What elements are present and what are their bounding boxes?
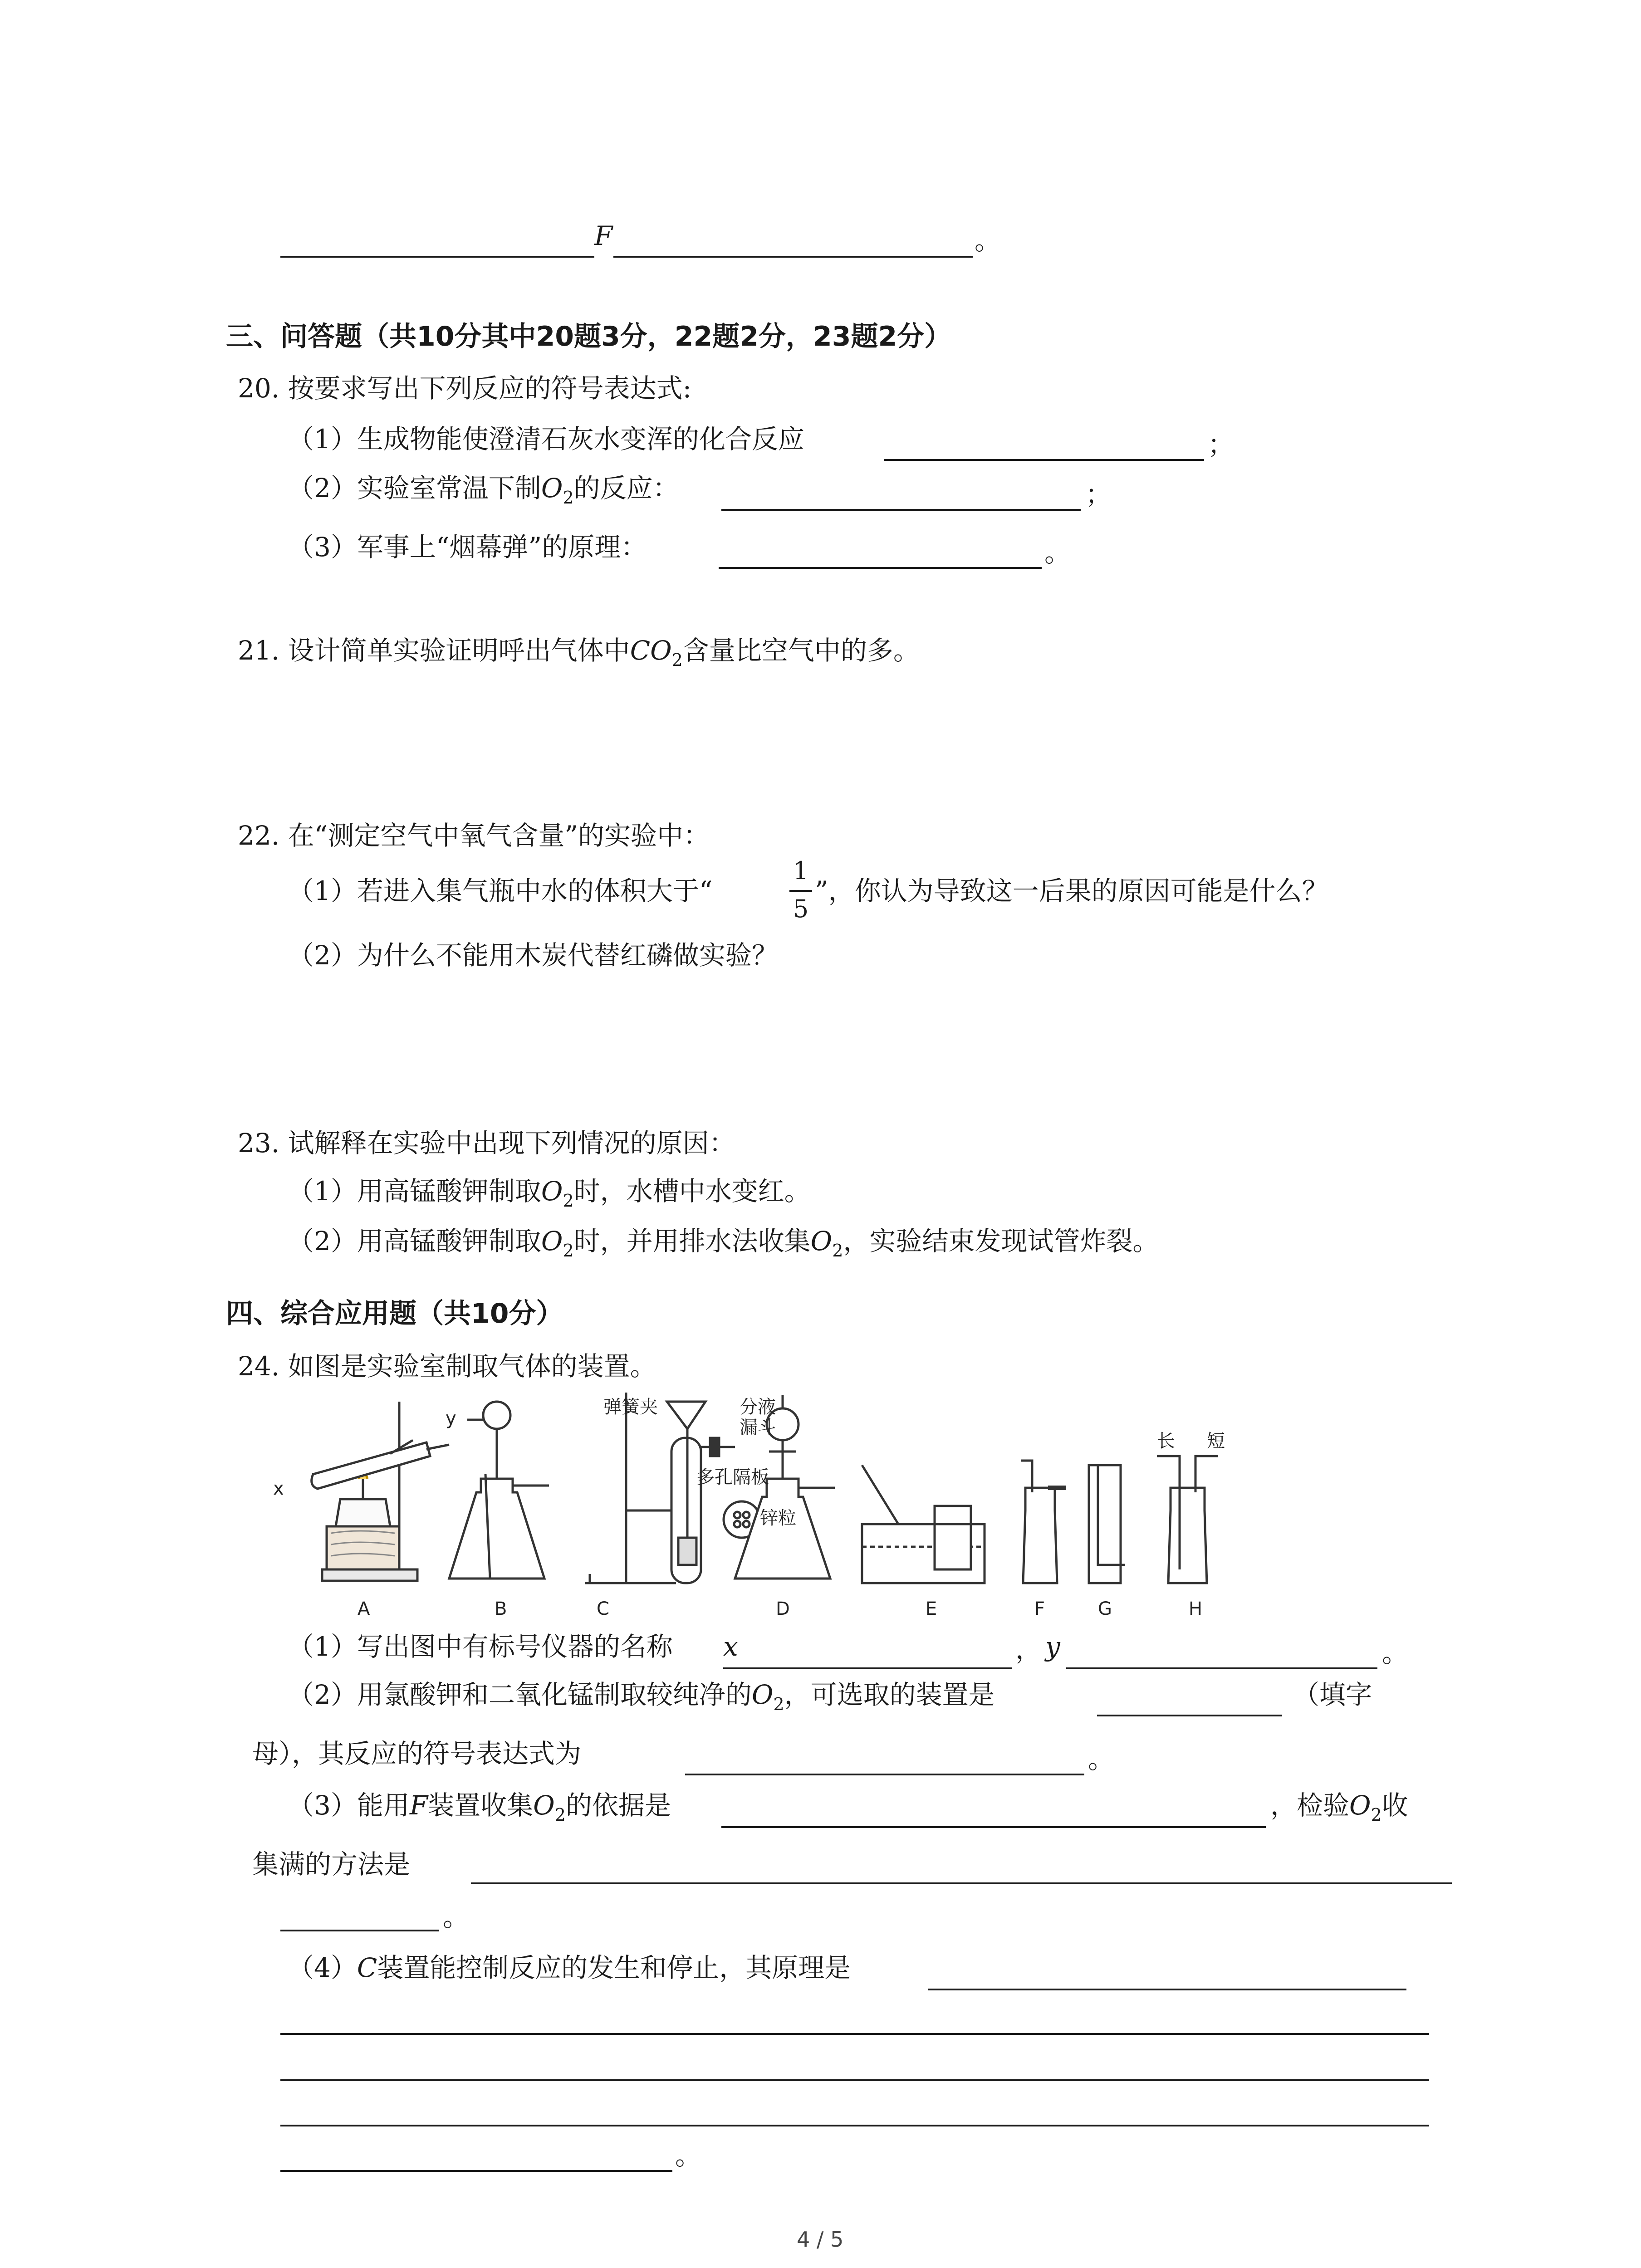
fraction-denominator: 5 (793, 894, 809, 923)
fraction-bar (789, 890, 812, 892)
answer-line[interactable] (471, 1882, 1452, 1884)
q21-text2: 含量比空气中的多。 (682, 635, 920, 666)
q24-part2-cont: 母），其反应的符号表达式为 (252, 1738, 582, 1769)
label-E: E (926, 1598, 937, 1619)
label-funnel-2: 漏斗 (740, 1417, 776, 1438)
q24-text5: 收 (1381, 1790, 1408, 1821)
period: 。 (1088, 1744, 1115, 1774)
page-number: 4 / 5 (797, 2227, 844, 2252)
subscript: 2 (1371, 1805, 1382, 1825)
q20-part1: （1）生成物能使澄清石灰水变浑的化合反应 (288, 424, 804, 455)
o2-symbol: O (541, 1226, 563, 1256)
q24-text2: 装置能控制反应的发生和停止，其原理是 (377, 1952, 851, 1983)
q20-part3: （3）军事上“烟幕弹”的原理： (288, 532, 647, 562)
label-F: F (409, 1790, 428, 1821)
q24-part2 (288, 1678, 995, 1721)
q20-part2 (288, 472, 679, 514)
q24-text: （2）用氯酸钾和二氧化锰制取较纯净的 (288, 1679, 752, 1710)
subscript: 2 (832, 1241, 843, 1261)
o2-symbol: O (541, 1176, 563, 1207)
apparatus-B (449, 1402, 549, 1579)
label-y: y (446, 1408, 456, 1429)
q20-part2-text: （2）实验室常温下制 (288, 473, 541, 503)
answer-line[interactable] (280, 2125, 1429, 2126)
label-long: 长 (1157, 1431, 1175, 1452)
apparatus-E (862, 1465, 985, 1583)
label-C: C (357, 1952, 377, 1983)
semicolon: ； (1208, 429, 1234, 460)
period: 。 (1044, 537, 1071, 568)
q24-text4: ，检验 (1270, 1790, 1350, 1821)
semicolon: ； (1085, 479, 1112, 510)
label-H: H (1189, 1598, 1203, 1619)
q23-text2: 时，并用排水法收集 (573, 1226, 811, 1256)
answer-line[interactable] (928, 1989, 1406, 1990)
co2-symbol: CO (630, 635, 672, 666)
question-24: 24. 如图是实验室制取气体的装置。 (238, 1351, 656, 1382)
q24-text3: 的依据是 (565, 1790, 671, 1821)
q23-text: （1）用高锰酸钾制取 (288, 1176, 541, 1207)
q23-part2 (288, 1225, 1159, 1267)
fraction-numerator: 1 (793, 856, 809, 885)
q22-part1-a: （1）若进入集气瓶中水的体积大于“ (288, 875, 713, 906)
apparatus-A (312, 1402, 449, 1581)
answer-line[interactable] (280, 2170, 672, 2172)
apparatus-H (1157, 1456, 1218, 1583)
q22-part2: （2）为什么不能用木炭代替红磷做实验？ (288, 940, 778, 971)
comma: ， (1015, 1634, 1042, 1665)
q20-part2-text2: 的反应： (573, 473, 679, 503)
q24-part3-b (1270, 1789, 1408, 1831)
q21-text: 21. 设计简单实验证明呼出气体中 (238, 635, 630, 666)
q24-part4 (288, 1951, 851, 1984)
o2-symbol: O (810, 1226, 833, 1256)
answer-line[interactable] (884, 459, 1204, 461)
q24-text: （3）能用 (288, 1790, 410, 1821)
period: 。 (443, 1901, 470, 1932)
answer-line[interactable] (613, 256, 973, 258)
q23-part1 (288, 1175, 811, 1217)
section-heading-3: 三、问答题（共10分其中20题3分，22题2分，23题2分） (226, 321, 952, 352)
q24-part3-cont: 集满的方法是 (252, 1849, 411, 1880)
q24-text2: 装置收集 (428, 1790, 534, 1821)
label-F: F (594, 220, 613, 251)
answer-line[interactable] (1066, 1667, 1377, 1669)
answer-line[interactable] (685, 1774, 1084, 1775)
question-21 (238, 634, 920, 676)
subscript: 2 (563, 1241, 574, 1261)
q23-text: （2）用高锰酸钾制取 (288, 1226, 541, 1256)
label-F: F (1034, 1598, 1045, 1619)
answer-line[interactable] (719, 567, 1042, 569)
subscript: 2 (671, 650, 683, 670)
label-B: B (495, 1598, 507, 1619)
label-y: y (1045, 1631, 1060, 1662)
o2-symbol: O (533, 1790, 555, 1821)
o2-symbol: O (751, 1679, 774, 1710)
subscript: 2 (563, 488, 574, 508)
label-zinc: 锌粒 (760, 1508, 796, 1529)
answer-line[interactable] (723, 1667, 1012, 1669)
label-C: C (597, 1598, 609, 1619)
label-clip: 弹簧夹 (603, 1397, 658, 1418)
answer-line[interactable] (280, 1930, 439, 1931)
apparatus-figure (273, 1388, 1275, 1624)
answer-line[interactable] (280, 256, 594, 258)
answer-line[interactable] (721, 1826, 1266, 1828)
question-22: 22. 在“测定空气中氧气含量”的实验中： (238, 820, 710, 851)
section-heading-4: 四、综合应用题（共10分） (226, 1298, 563, 1330)
q23-text2: 时，水槽中水变红。 (573, 1176, 811, 1207)
q22-part1-b: ”，你认为导致这一后果的原因可能是什么？ (815, 875, 1328, 906)
subscript: 2 (563, 1191, 574, 1211)
label-D: D (776, 1598, 790, 1619)
o2-symbol: O (541, 473, 563, 503)
label-G: G (1098, 1598, 1112, 1619)
apparatus-C (585, 1393, 760, 1583)
o2-symbol: O (1349, 1790, 1371, 1821)
label-A: A (358, 1598, 370, 1619)
apparatus-G (1089, 1465, 1125, 1583)
period: 。 (975, 225, 1001, 256)
label-x: x (273, 1478, 284, 1499)
q24-text: （4） (288, 1952, 357, 1983)
answer-line[interactable] (1097, 1715, 1282, 1716)
answer-line[interactable] (280, 2079, 1429, 2081)
period: 。 (675, 2140, 702, 2171)
label-plate: 多孔隔板 (696, 1467, 769, 1488)
q24-part3 (288, 1789, 671, 1831)
q24-part2-hint: （填字 (1293, 1679, 1372, 1710)
question-20: 20. 按要求写出下列反应的符号表达式: (238, 373, 692, 404)
answer-line[interactable] (280, 2033, 1429, 2035)
q24-part1: （1）写出图中有标号仪器的名称 (288, 1631, 673, 1662)
subscript: 2 (554, 1805, 566, 1825)
q23-text3: ，实验结束发现试管炸裂。 (843, 1226, 1159, 1256)
label-funnel-1: 分液 (740, 1397, 776, 1418)
subscript: 2 (773, 1694, 784, 1714)
q24-text2: ，可选取的装置是 (784, 1679, 995, 1710)
period: 。 (1382, 1637, 1409, 1668)
apparatus-F (1021, 1461, 1066, 1583)
question-23: 23. 试解释在实验中出现下列情况的原因： (238, 1128, 735, 1158)
label-short: 短 (1207, 1431, 1225, 1452)
label-x: x (723, 1631, 738, 1662)
answer-line[interactable] (721, 509, 1081, 511)
